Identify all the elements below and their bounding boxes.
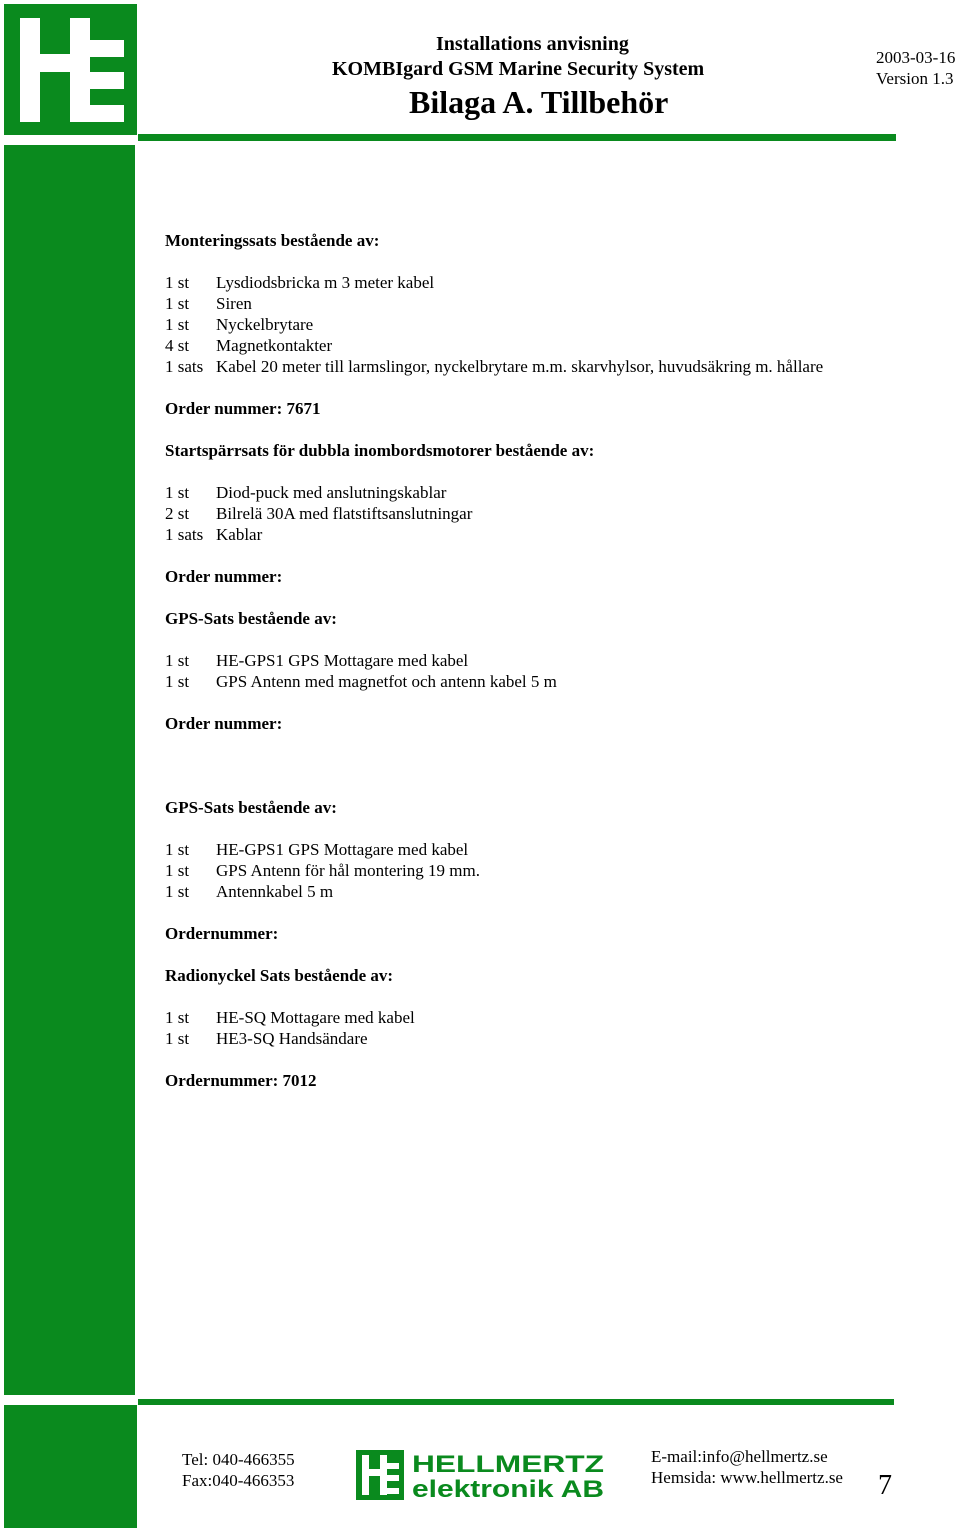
item-desc: HE-GPS1 GPS Mottagare med kabel [216, 840, 469, 859]
item-qty: 1 st [165, 273, 190, 292]
item-qty: 1 st [165, 294, 190, 313]
section-heading: Radionyckel Sats bestående av: [165, 966, 394, 985]
header-rule [138, 134, 896, 141]
item-desc: Magnetkontakter [216, 336, 333, 355]
doc-date: 2003-03-16 [876, 48, 956, 67]
hellmertz-logo [356, 1450, 606, 1500]
item-qty: 1 st [165, 1008, 190, 1027]
list-item [165, 881, 885, 902]
item-qty: 1 st [165, 1029, 190, 1048]
item-qty: 1 sats [165, 357, 204, 376]
section-gps-sats-2 [165, 797, 885, 965]
footer-fax: Fax:040-466353 [182, 1471, 295, 1490]
footer-corner-block [4, 1405, 137, 1528]
section-radionyckel-sats [165, 965, 885, 1091]
doc-version: Version 1.3 [876, 69, 954, 88]
item-qty: 1 st [165, 315, 190, 334]
item-qty: 1 st [165, 840, 190, 859]
order-number: Ordernummer: 7012 [165, 1071, 317, 1090]
section-heading: GPS-Sats bestående av: [165, 798, 337, 817]
item-desc: Antennkabel 5 m [216, 882, 334, 901]
item-desc: Siren [216, 294, 252, 313]
page-title: Bilaga A. Tillbehör [409, 84, 669, 120]
list-item [165, 860, 885, 881]
section-startsparrsats [165, 440, 885, 608]
order-number: Order nummer: [165, 567, 283, 586]
section-gps-sats-1 [165, 608, 885, 797]
item-desc: Lysdiodsbricka m 3 meter kabel [216, 273, 435, 292]
item-desc: GPS Antenn för hål montering 19 mm. [216, 861, 480, 880]
he-logo-icon [4, 4, 137, 135]
item-desc: Diod-puck med anslutningskablar [216, 483, 447, 502]
order-number: Ordernummer: [165, 924, 279, 943]
item-qty: 1 st [165, 861, 190, 880]
he-mark-icon [356, 1450, 404, 1500]
footer-email: E-mail:info@hellmertz.se [651, 1447, 828, 1466]
list-item [165, 1028, 885, 1049]
item-qty: 4 st [165, 336, 190, 355]
list-item [165, 335, 885, 356]
item-qty: 1 st [165, 483, 190, 502]
section-monteringssats [165, 230, 885, 440]
list-item [165, 314, 885, 335]
order-number: Order nummer: [165, 714, 283, 733]
list-item [165, 839, 885, 860]
list-item [165, 524, 885, 545]
item-qty: 1 sats [165, 525, 204, 544]
item-desc: Nyckelbrytare [216, 315, 314, 334]
list-item [165, 503, 885, 524]
order-number: Order nummer: 7671 [165, 399, 321, 418]
item-qty: 1 st [165, 882, 190, 901]
item-desc: HE-SQ Mottagare med kabel [216, 1008, 415, 1027]
item-desc: HE3-SQ Handsändare [216, 1029, 368, 1048]
item-desc: Bilrelä 30A med flatstiftsanslutningar [216, 504, 473, 523]
he-logo-block [4, 4, 137, 135]
document-body [165, 230, 885, 1091]
page-number: 7 [878, 1470, 892, 1501]
list-item [165, 1007, 885, 1028]
list-item [165, 356, 885, 377]
section-heading: Startspärrsats för dubbla inombordsmotorer bestående av: [165, 441, 595, 460]
side-bar [4, 145, 135, 1395]
list-item [165, 671, 885, 692]
item-qty: 2 st [165, 504, 190, 523]
list-item [165, 272, 885, 293]
item-qty: 1 st [165, 651, 190, 670]
section-heading: GPS-Sats bestående av: [165, 609, 337, 628]
item-desc: HE-GPS1 GPS Mottagare med kabel [216, 651, 469, 670]
header-line-2: KOMBIgard GSM Marine Security System [332, 58, 705, 80]
item-desc: Kablar [216, 525, 263, 544]
footer-phone: Tel: 040-466355 [182, 1450, 295, 1469]
list-item [165, 482, 885, 503]
footer-rule [138, 1399, 894, 1405]
company-subname: elektronik AB [412, 1476, 604, 1500]
footer-website: Hemsida: www.hellmertz.se [651, 1468, 843, 1487]
item-desc: Kabel 20 meter till larmslingor, nyckelbrytare m.m. skarvhylsor, huvudsäkring m. hållare [216, 357, 824, 376]
section-heading: Monteringssats bestående av: [165, 231, 380, 250]
header-line-1: Installations anvisning [436, 33, 629, 55]
item-qty: 1 st [165, 672, 190, 691]
list-item [165, 293, 885, 314]
list-item [165, 650, 885, 671]
item-desc: GPS Antenn med magnetfot och antenn kabel 5 m [216, 672, 557, 691]
company-name: HELLMERTZ [412, 1451, 604, 1478]
